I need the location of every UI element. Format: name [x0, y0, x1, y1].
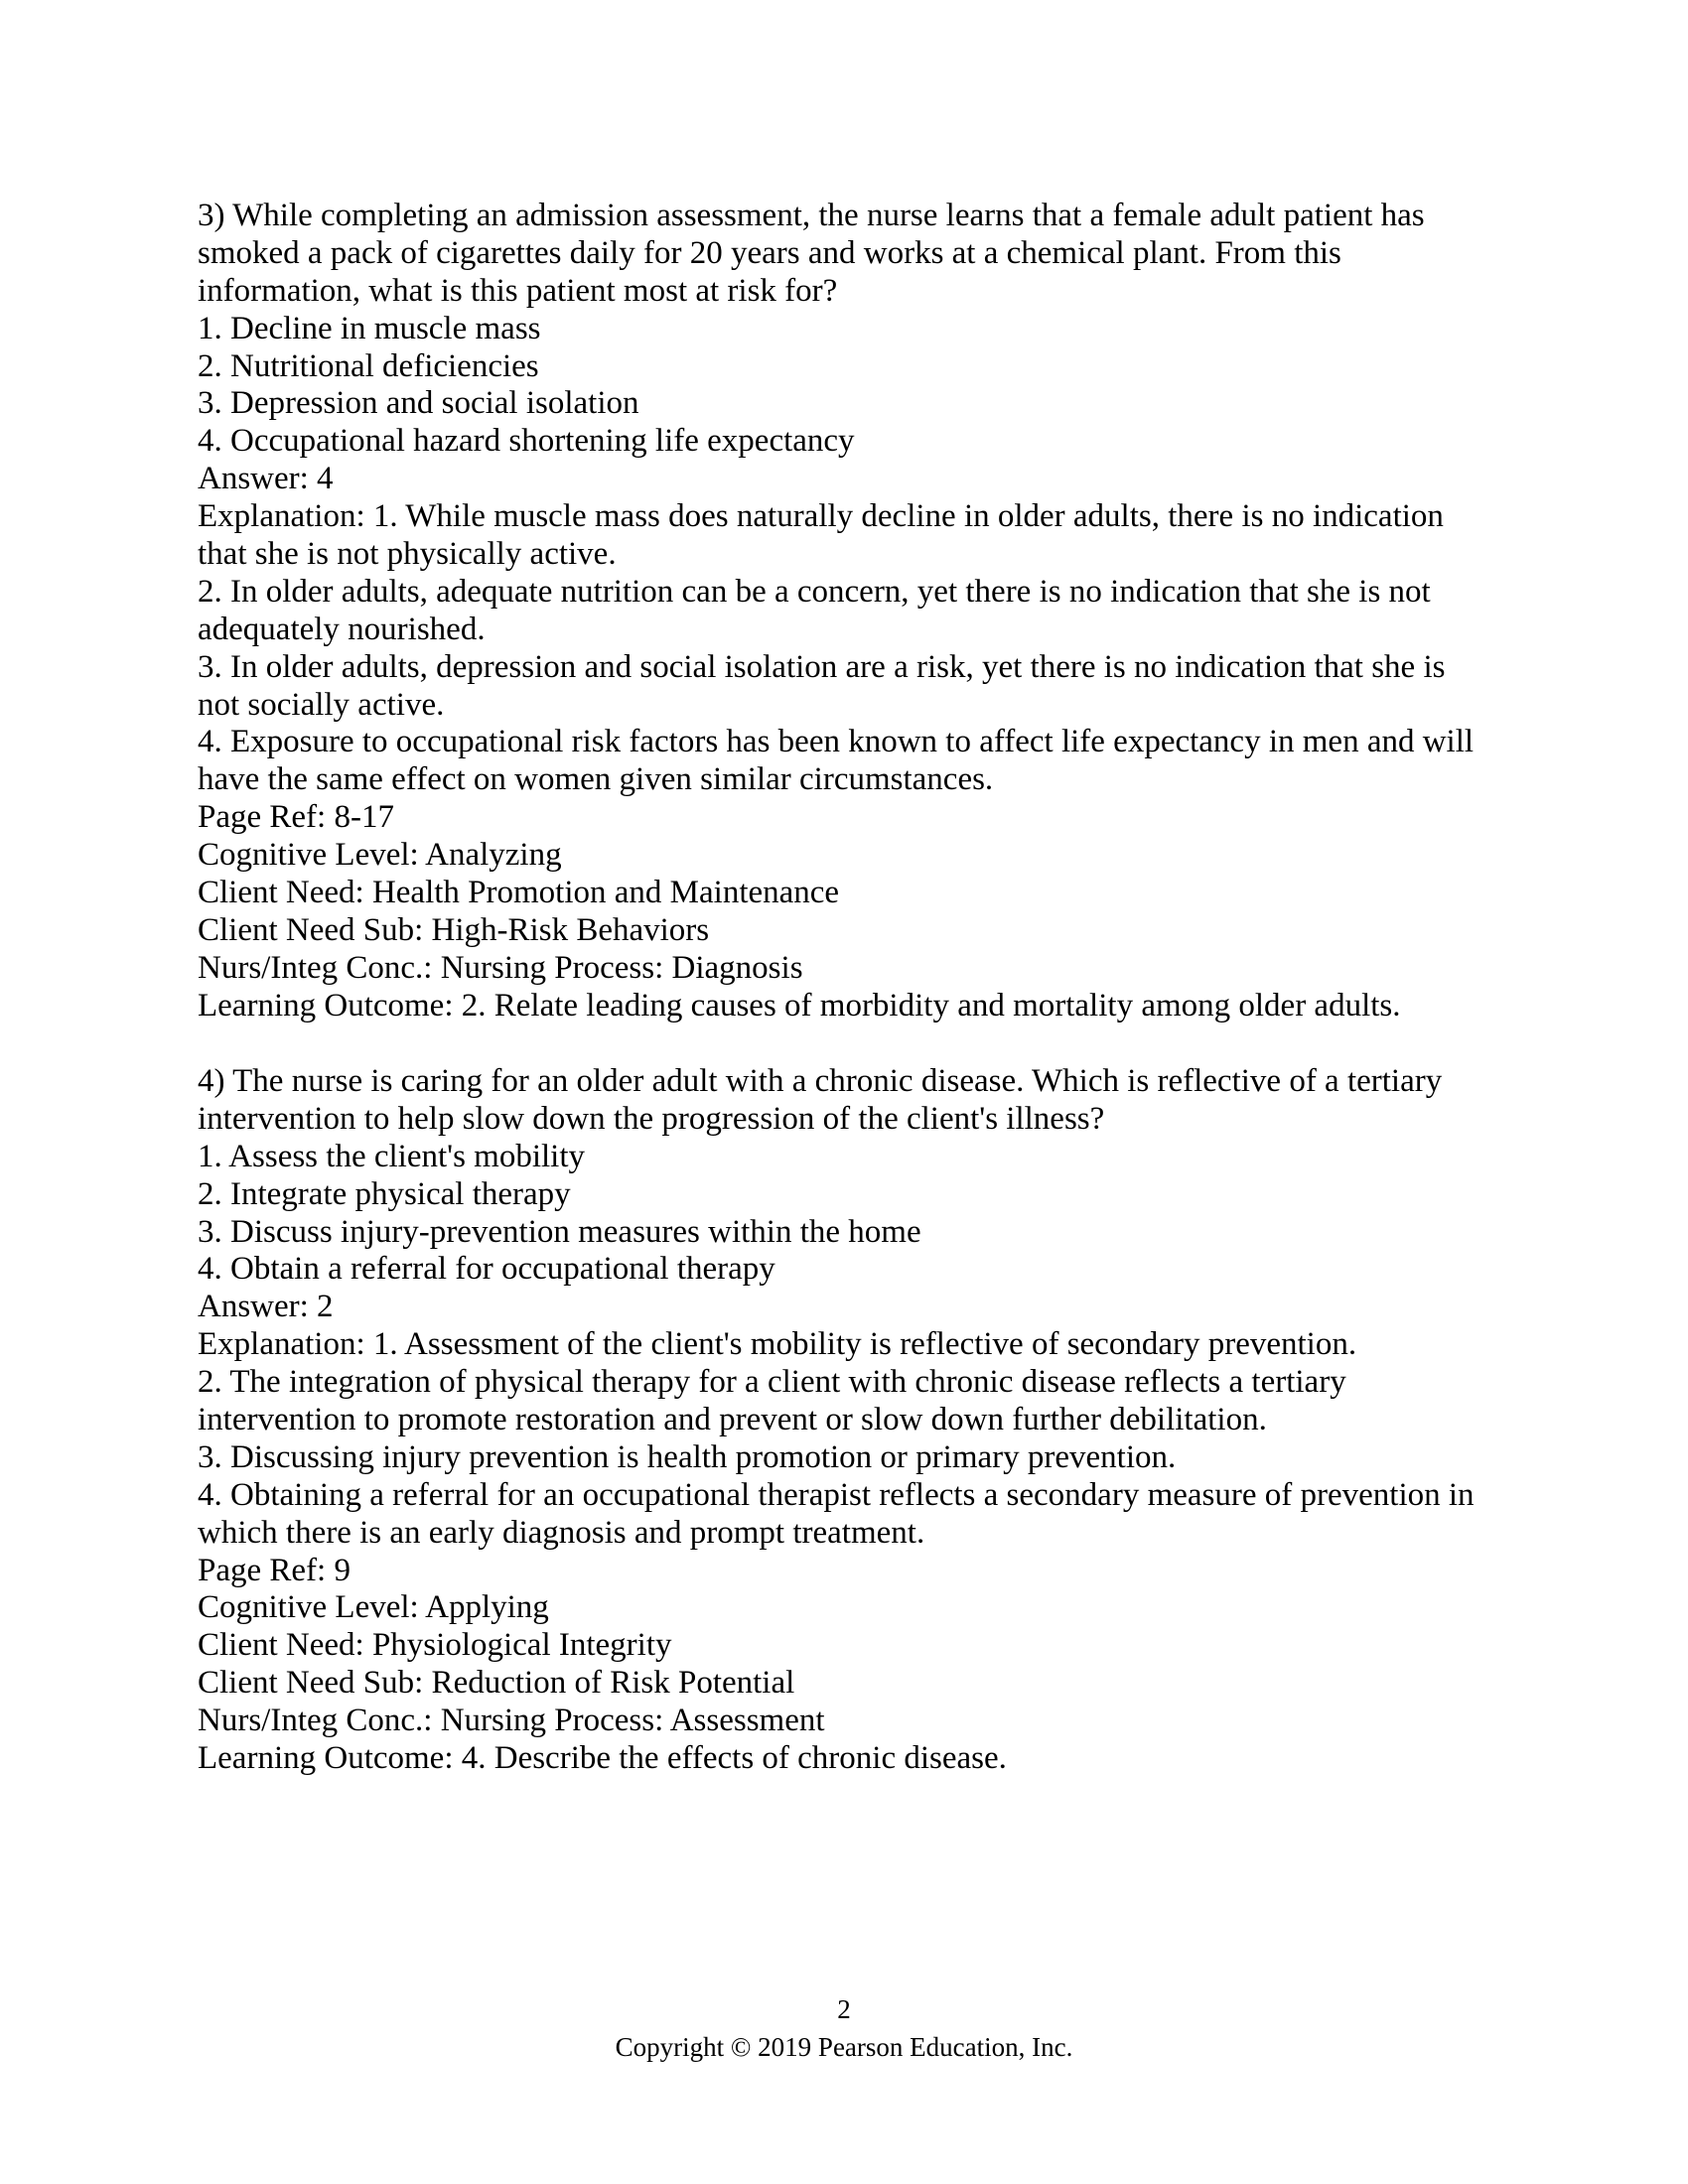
- answer-option: 1. Assess the client's mobility: [198, 1138, 586, 1174]
- question-4: [198, 1063, 1475, 1778]
- explanation-line: that she is not physically active.: [198, 536, 617, 573]
- explanation-line: 2. The integration of physical therapy for a client with chronic disease reflects a tertiary: [198, 1364, 1346, 1401]
- question-stem-line: smoked a pack of cigarettes daily for 20 years and works at a chemical plant. From this: [198, 234, 1341, 271]
- explanation-line: Explanation: 1. While muscle mass does naturally decline in older adults, there is no indication: [198, 498, 1444, 535]
- correct-answer: Answer: 4: [198, 461, 334, 497]
- question-stem-line: 3) While completing an admission assessment, the nurse learns that a female adult patient has: [198, 198, 1425, 233]
- explanation-line: which there is an early diagnosis and prompt treatment.: [198, 1514, 925, 1551]
- question-metadata: Page Ref: 8-17: [198, 799, 394, 836]
- question-stem-line: intervention to help slow down the progression of the client's illness?: [198, 1100, 1105, 1137]
- explanation-line: 3. In older adults, depression and social isolation are a risk, yet there is no indication that she is: [198, 648, 1446, 685]
- question-metadata: Client Need Sub: High-Risk Behaviors: [198, 911, 710, 948]
- question-metadata: Learning Outcome: 4. Describe the effects of chronic disease.: [198, 1740, 1007, 1777]
- explanation-line: 4. Exposure to occupational risk factors has been known to affect life expectancy in men and will: [198, 724, 1475, 760]
- answer-option: 4. Occupational hazard shortening life expectancy: [198, 423, 855, 460]
- explanation-line: 3. Discussing injury prevention is health promotion or primary prevention.: [198, 1438, 1177, 1475]
- explanation-line: not socially active.: [198, 686, 445, 723]
- copyright-notice: Copyright © 2019 Pearson Education, Inc.: [615, 2032, 1073, 2062]
- question-metadata: Client Need Sub: Reduction of Risk Potential: [198, 1665, 795, 1702]
- question-metadata: Cognitive Level: Applying: [198, 1589, 549, 1626]
- answer-option: 2. Nutritional deficiencies: [198, 347, 539, 384]
- answer-option: 3. Discuss injury-prevention measures within the home: [198, 1213, 921, 1250]
- question-metadata: Page Ref: 9: [198, 1552, 351, 1588]
- question-stem-line: information, what is this patient most at risk for?: [198, 272, 838, 309]
- question-3: [198, 198, 1474, 1025]
- explanation-line: intervention to promote restoration and prevent or slow down further debilitation.: [198, 1402, 1267, 1438]
- explanation-line: 4. Obtaining a referral for an occupational therapist reflects a secondary measure of prevention in: [198, 1476, 1475, 1513]
- explanation-line: Explanation: 1. Assessment of the client's mobility is reflective of secondary prevention.: [198, 1326, 1357, 1363]
- answer-option: 4. Obtain a referral for occupational therapy: [198, 1251, 775, 1288]
- answer-option: 2. Integrate physical therapy: [198, 1175, 571, 1212]
- explanation-line: 2. In older adults, adequate nutrition can be a concern, yet there is no indication that she is not: [198, 573, 1431, 610]
- correct-answer: Answer: 2: [198, 1289, 334, 1325]
- question-metadata: Nurs/Integ Conc.: Nursing Process: Assessment: [198, 1703, 825, 1739]
- question-metadata: Cognitive Level: Analyzing: [198, 837, 562, 874]
- question-metadata: Nurs/Integ Conc.: Nursing Process: Diagnosis: [198, 949, 803, 986]
- explanation-line: have the same effect on women given similar circumstances.: [198, 761, 994, 798]
- answer-option: 1. Decline in muscle mass: [198, 310, 541, 346]
- answer-option: 3. Depression and social isolation: [198, 385, 639, 422]
- question-metadata: Client Need: Physiological Integrity: [198, 1627, 672, 1664]
- page-number: 2: [837, 1994, 851, 2024]
- question-stem-line: 4) The nurse is caring for an older adult with a chronic disease. Which is reflective of a tertiary: [198, 1063, 1443, 1099]
- question-metadata: Learning Outcome: 2. Relate leading causes of morbidity and mortality among older adults.: [198, 987, 1401, 1024]
- question-metadata: Client Need: Health Promotion and Maintenance: [198, 875, 840, 911]
- explanation-line: adequately nourished.: [198, 611, 486, 647]
